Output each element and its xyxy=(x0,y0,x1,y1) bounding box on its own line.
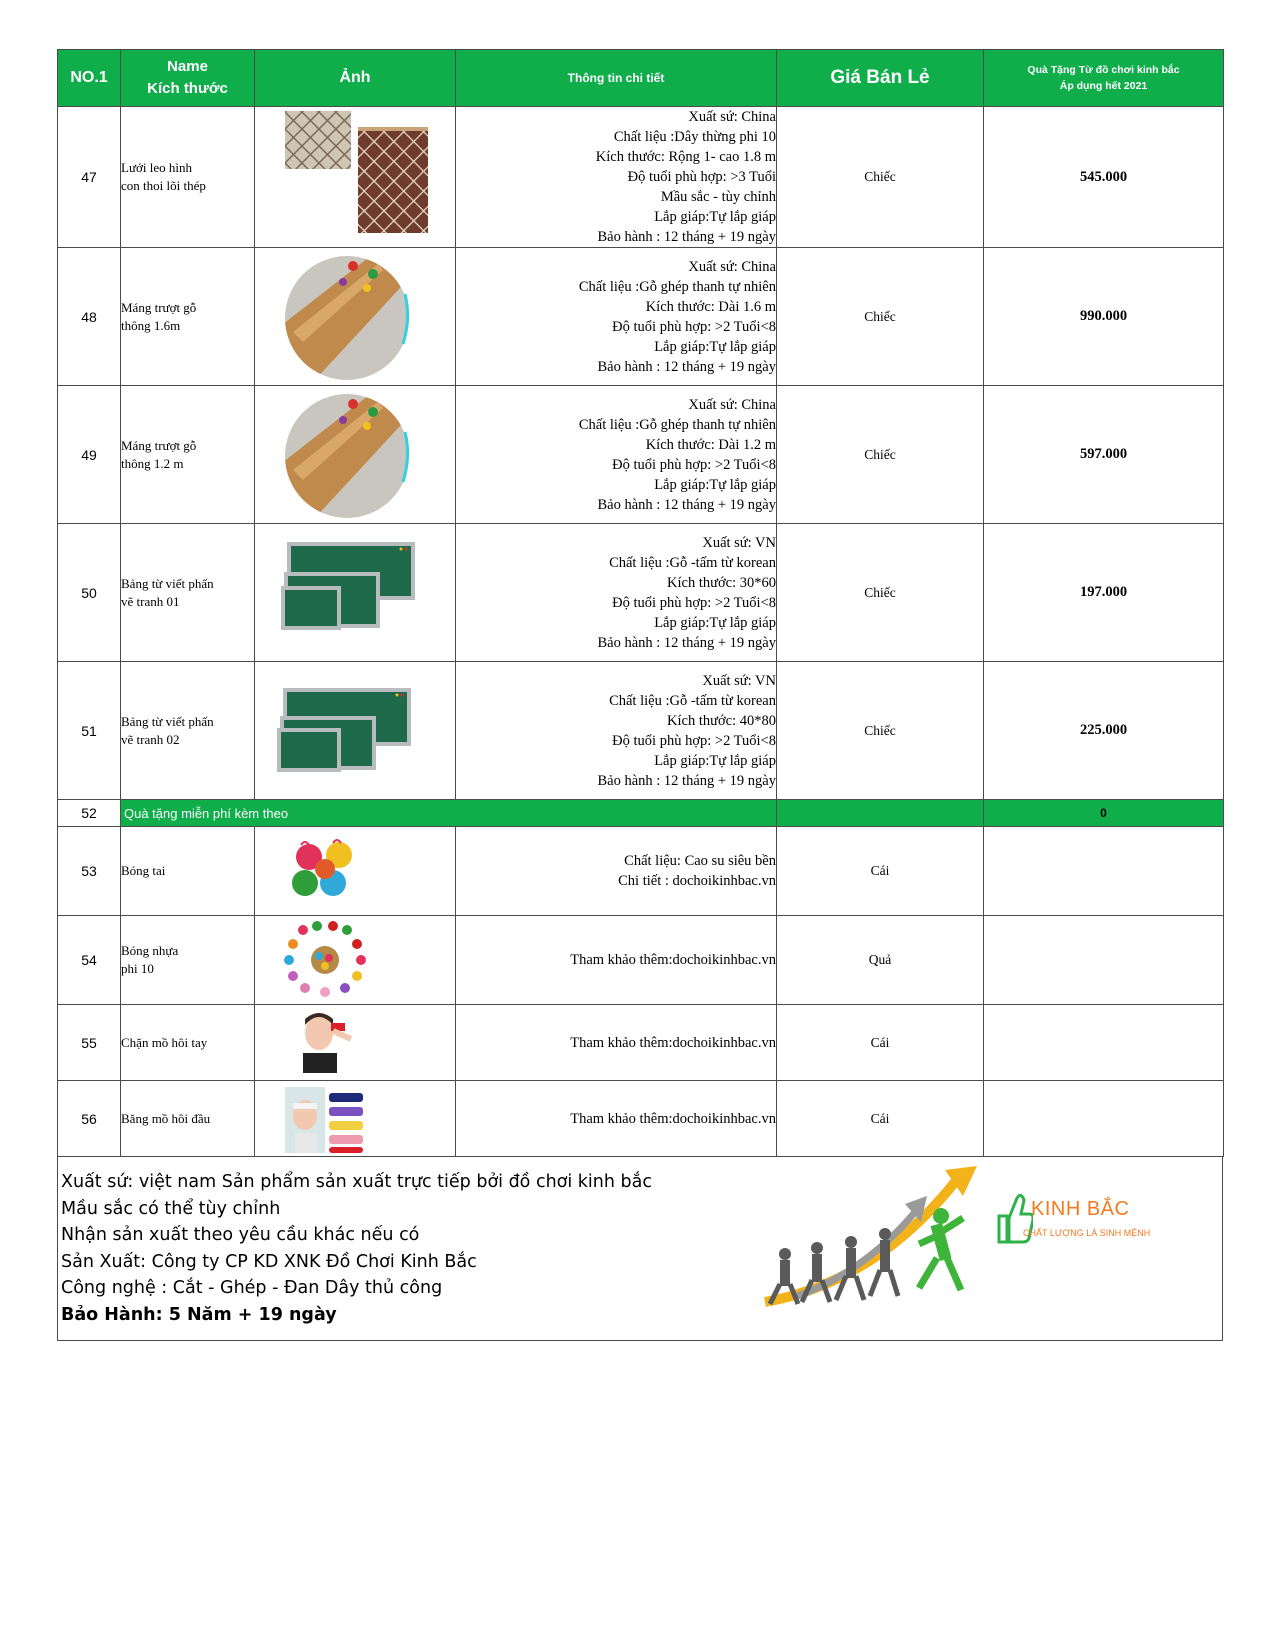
row-unit: Chiếc xyxy=(777,248,984,386)
product-image-climbing-net xyxy=(255,107,456,248)
row-unit: Chiếc xyxy=(777,524,984,662)
table-row xyxy=(58,1081,1224,1157)
price-sheet xyxy=(57,49,1223,1341)
thumbs-up-icon xyxy=(993,1190,1033,1248)
product-image-wooden-slide xyxy=(255,248,456,386)
product-image-plastic-balls xyxy=(255,916,456,1005)
footer-origin: Xuất sứ: việt nam Sản phẩm sản xuất trực tiếp bởi đồ chơi kinh bắc xyxy=(61,1172,652,1192)
table-row xyxy=(58,107,1224,248)
product-image-hopper-balls xyxy=(255,827,456,916)
table-row xyxy=(58,916,1224,1005)
row-price: 597.000 xyxy=(984,386,1224,524)
row-name: Băng mồ hôi đầu xyxy=(121,1081,255,1157)
separator-gift-value: 0 xyxy=(984,800,1224,827)
footer-warranty: Bảo Hành: 5 Năm + 19 ngày xyxy=(61,1304,337,1325)
row-no: 47 xyxy=(58,107,121,248)
product-image-wooden-slide xyxy=(255,386,456,524)
row-name: Bóng nhựa phi 10 xyxy=(121,916,255,1005)
product-image-headband xyxy=(255,1081,456,1157)
table-row xyxy=(58,827,1224,916)
separator-blank xyxy=(777,800,984,827)
row-price: 197.000 xyxy=(984,524,1224,662)
kinh-bac-logo xyxy=(993,1190,1173,1250)
row-name: Máng trượt gỗ thông 1.2 m xyxy=(121,386,255,524)
row-price: 225.000 xyxy=(984,662,1224,800)
footer-technology: Công nghệ : Cắt - Ghép - Đan Dây thủ công xyxy=(61,1278,443,1298)
row-name: Bảng từ viết phấn vẽ tranh 01 xyxy=(121,524,255,662)
row-name: Máng trượt gỗ thông 1.6m xyxy=(121,248,255,386)
row-info: Tham khảo thêm:dochoikinhbac.vn xyxy=(456,1081,777,1157)
col-header-name: Name Kích thước xyxy=(121,50,255,107)
row-gift xyxy=(984,1081,1224,1157)
row-price: 545.000 xyxy=(984,107,1224,248)
col-header-gift: Quà Tặng Từ đồ chơi kinh bắc Áp dụng hết 2021 xyxy=(984,50,1224,107)
table-header xyxy=(58,50,1224,107)
row-no: 51 xyxy=(58,662,121,800)
row-info: Xuất sứ: VN Chất liệu :Gỗ -tấm từ korean Kích thước: 30*60 Độ tuổi phù hợp: >2 Tuổi<8 Lắp giáp:Tự lắp giáp Bảo hành : 12 tháng + 19 ngày xyxy=(456,524,777,662)
table-row xyxy=(58,386,1224,524)
table-row xyxy=(58,524,1224,662)
row-no: 54 xyxy=(58,916,121,1005)
col-header-info: Thông tin chi tiết xyxy=(456,50,777,107)
row-unit: Chiếc xyxy=(777,662,984,800)
row-gift xyxy=(984,916,1224,1005)
row-unit: Cái xyxy=(777,827,984,916)
product-image-chalkboard xyxy=(255,662,456,800)
footer-manufacturer: Sản Xuất: Công ty CP KD XNK Đồ Chơi Kinh Bắc xyxy=(61,1251,477,1272)
row-no: 53 xyxy=(58,827,121,916)
table-row xyxy=(58,1005,1224,1081)
row-info: Xuất sứ: China Chất liệu :Gỗ ghép thanh tự nhiên Kích thước: Dài 1.6 m Độ tuổi phù hợp: >2 Tuổi<8 Lắp giáp:Tự lắp giáp Bảo hành : 12 tháng + 19 ngày xyxy=(456,248,777,386)
row-info: Xuất sứ: VN Chất liệu :Gỗ -tấm từ korean Kích thước: 40*80 Độ tuổi phù hợp: >2 Tuổi<8 Lắp giáp:Tự lắp giáp Bảo hành : 12 tháng + 19 ngày xyxy=(456,662,777,800)
row-unit: Chiếc xyxy=(777,386,984,524)
row-info: Tham khảo thêm:dochoikinhbac.vn xyxy=(456,1005,777,1081)
row-unit: Chiếc xyxy=(777,107,984,248)
row-name: Bảng từ viết phấn vẽ tranh 02 xyxy=(121,662,255,800)
product-image-wristband xyxy=(255,1005,456,1081)
row-unit: Quả xyxy=(777,916,984,1005)
col-header-image: Ảnh xyxy=(255,50,456,107)
row-no: 50 xyxy=(58,524,121,662)
table-row xyxy=(58,248,1224,386)
row-name: Chặn mồ hôi tay xyxy=(121,1005,255,1081)
row-no: 49 xyxy=(58,386,121,524)
table-row xyxy=(58,662,1224,800)
footer-custom-order: Nhận sản xuất theo yêu cầu khác nếu có xyxy=(61,1225,420,1245)
logo-slogan: CHẤT LƯỢNG LÀ SINH MỆNH xyxy=(1023,1228,1151,1238)
footer-notes xyxy=(57,1157,1223,1341)
row-info: Chất liệu: Cao su siêu bền Chi tiết : dochoikinhbac.vn xyxy=(456,827,777,916)
row-no: 48 xyxy=(58,248,121,386)
col-header-price: Giá Bán Lẻ xyxy=(777,50,984,107)
col-header-no: NO.1 xyxy=(58,50,121,107)
row-price: 990.000 xyxy=(984,248,1224,386)
row-gift xyxy=(984,827,1224,916)
row-info: Xuất sứ: China Chất liệu :Gỗ ghép thanh tự nhiên Kích thước: Dài 1.2 m Độ tuổi phù hợp: >2 Tuổi<8 Lắp giáp:Tự lắp giáp Bảo hành : 12 tháng + 19 ngày xyxy=(456,386,777,524)
row-no: 55 xyxy=(58,1005,121,1081)
product-table xyxy=(57,49,1224,1157)
gift-separator-row xyxy=(58,800,1224,827)
gift-separator-label: Quà tặng miễn phí kèm theo xyxy=(121,800,777,827)
row-name: Bóng tai xyxy=(121,827,255,916)
runners-illustration xyxy=(755,1162,985,1312)
footer-text-block xyxy=(61,1169,652,1328)
row-info: Tham khảo thêm:dochoikinhbac.vn xyxy=(456,916,777,1005)
row-unit: Cái xyxy=(777,1005,984,1081)
row-name: Lưới leo hình con thoi lõi thép xyxy=(121,107,255,248)
row-no: 52 xyxy=(58,800,121,827)
row-gift xyxy=(984,1005,1224,1081)
row-unit: Cái xyxy=(777,1081,984,1157)
footer-color-note: Mầu sắc có thể tùy chỉnh xyxy=(61,1198,281,1219)
logo-brand-name: KINH BẮC xyxy=(1031,1198,1130,1220)
row-no: 56 xyxy=(58,1081,121,1157)
row-info: Xuất sứ: China Chất liệu :Dây thừng phi 10 Kích thước: Rộng 1- cao 1.8 m Độ tuổi phù hợp: >3 Tuổi Mầu sắc - tùy chỉnh Lắp giáp:Tự lắp giáp Bảo hành : 12 tháng + 19 ngày xyxy=(456,107,777,248)
product-image-chalkboard xyxy=(255,524,456,662)
